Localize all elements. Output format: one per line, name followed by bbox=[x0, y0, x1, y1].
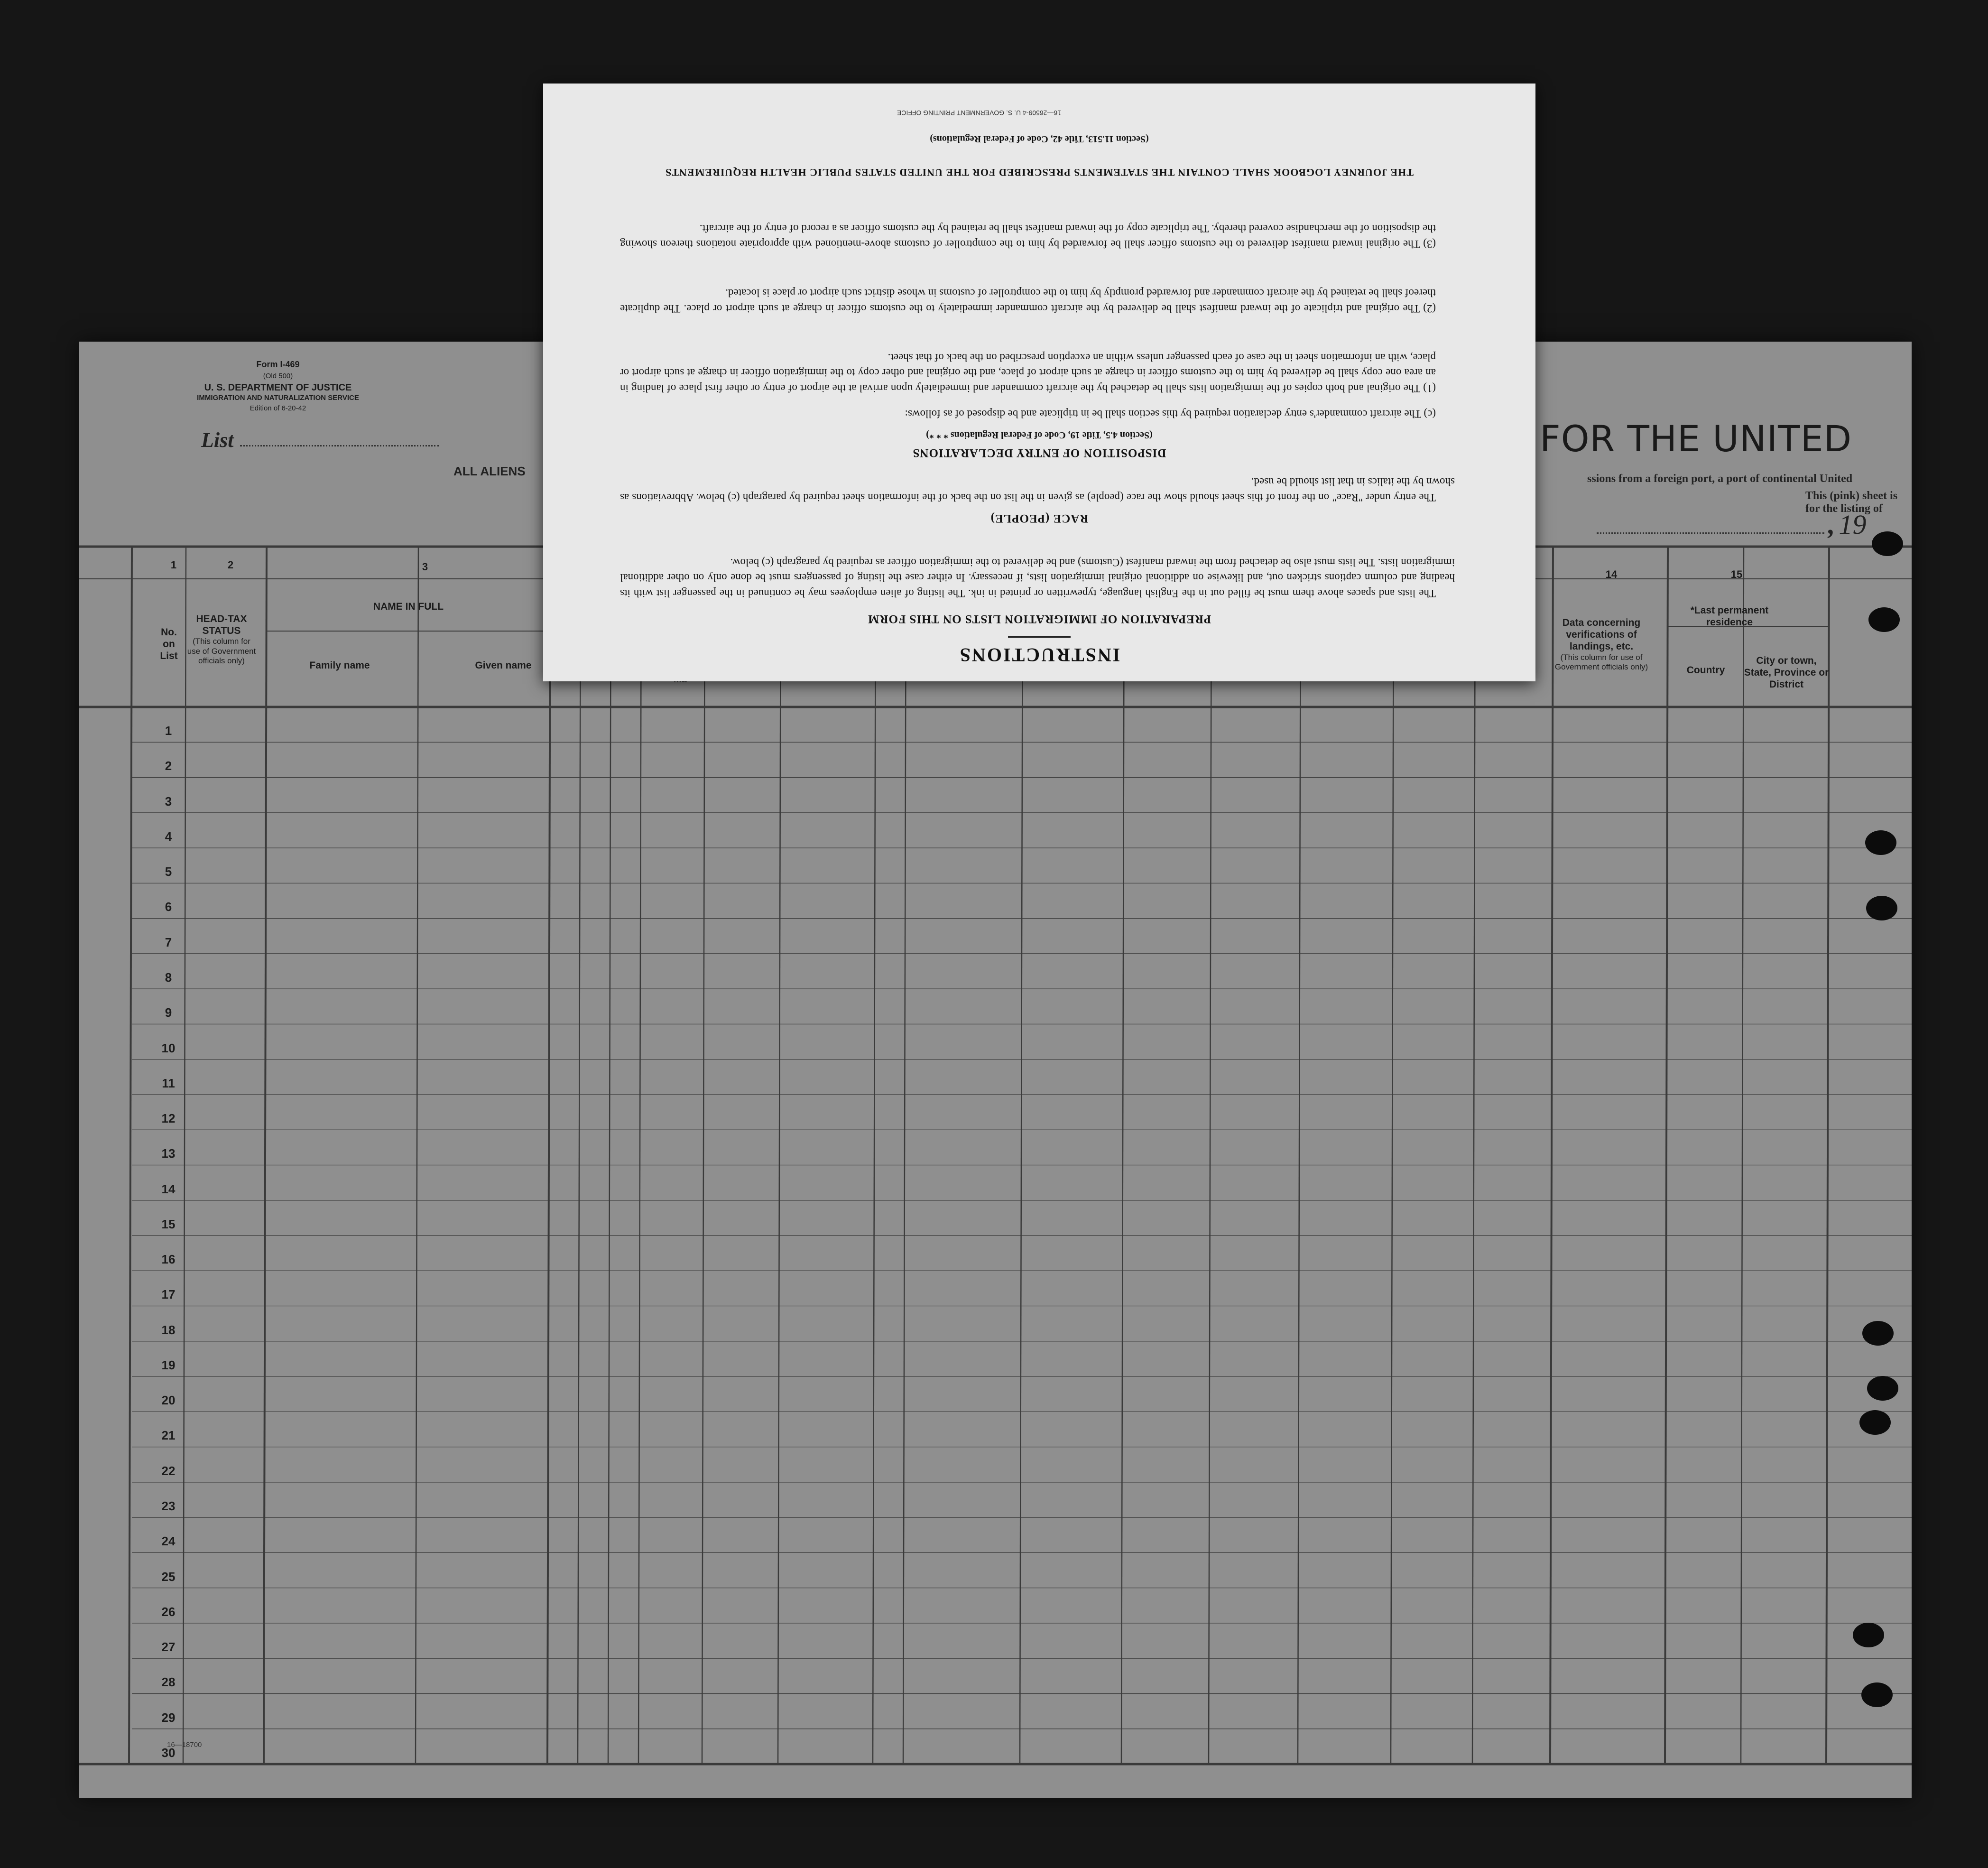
header-data-concerning bbox=[1554, 617, 1649, 672]
title-rule bbox=[1008, 636, 1071, 638]
form-print-code: 16—18700 bbox=[167, 1741, 202, 1749]
instruction-content-upside-down bbox=[543, 84, 1535, 681]
grid-line bbox=[1741, 547, 1744, 1764]
grid-line bbox=[547, 547, 550, 1764]
grid-line bbox=[1391, 547, 1394, 1764]
row-number: 30 bbox=[161, 1745, 176, 1760]
head-tax-status-label: HEAD-TAX STATUS bbox=[196, 613, 247, 637]
row-number: 17 bbox=[161, 1287, 176, 1302]
row-number: 1 bbox=[165, 724, 172, 738]
row-number: 3 bbox=[165, 794, 172, 809]
grid-line bbox=[702, 547, 705, 1764]
form-edition: Edition of 6-20-42 bbox=[250, 404, 306, 412]
form-number: Form I-469 bbox=[256, 360, 300, 369]
row-number: 20 bbox=[161, 1393, 176, 1408]
grid-line bbox=[1472, 547, 1475, 1764]
column-number-15: 15 bbox=[1730, 568, 1743, 580]
row-number: 12 bbox=[161, 1111, 176, 1126]
grid-line bbox=[903, 547, 906, 1764]
grid-line bbox=[778, 547, 781, 1764]
column-number-2: 2 bbox=[227, 559, 234, 571]
row-number: 27 bbox=[161, 1640, 176, 1654]
disposition-item-3: (3) The original inward manifest delivered to the customs officer shall be forwarded by him to the comptroller of customs above-mentioned with appropriate notations thereon showing the disposition of the merchandise covered thereby. The triplicate copy of the inward manifest shall be retained by the customs officer as a record of entry of the aircraft. bbox=[620, 223, 1436, 250]
row-number: 13 bbox=[161, 1146, 176, 1161]
preparation-heading: PREPARATION OF IMMIGRATION LISTS ON THIS FORM bbox=[867, 613, 1211, 625]
row-number: 23 bbox=[161, 1499, 176, 1513]
grid-line bbox=[873, 547, 876, 1764]
form-subtext-1: ssions from a foreign port, a port of continental United bbox=[1587, 473, 1853, 485]
column-number-14: 14 bbox=[1605, 568, 1618, 580]
instructions-title: INSTRUCTIONS bbox=[958, 644, 1120, 666]
row-number: 24 bbox=[161, 1534, 176, 1549]
row-number: 18 bbox=[161, 1322, 176, 1337]
header-family-name: Family name bbox=[309, 660, 370, 671]
list-label: List bbox=[201, 428, 234, 452]
column-number-1: 1 bbox=[170, 559, 177, 571]
head-tax-status-note: (This column for use of Government officials only) bbox=[187, 637, 256, 666]
grid-line bbox=[416, 547, 418, 1764]
row-number: 8 bbox=[165, 970, 172, 985]
year-value: 19 bbox=[1839, 509, 1867, 540]
grid-line bbox=[608, 547, 611, 1764]
grid-line bbox=[264, 547, 267, 1764]
grid-line bbox=[578, 547, 581, 1764]
instructions-print-code: 16—26509-4 U. S. GOVERNMENT PRINTING OFFICE bbox=[897, 109, 1061, 117]
grid-line bbox=[129, 547, 132, 1764]
punch-hole bbox=[1853, 1623, 1884, 1647]
header-given-name: Given name bbox=[475, 660, 532, 671]
disposition-item-1: (1) The original and both copies of the immigration lists shall be detached by the aircraft commander and immediately upon arrival at the airport of entry or other first place of landing in an area one copy shall be delivered by him to the customs officer in charge at such airport of place, and the original and other copy to the immigration officer in charge at such airport or place, with an information sheet in the case of each passenger unless within an exception prescribed on the back of that sheet. bbox=[620, 351, 1436, 394]
aliens-label: ALL ALIENS bbox=[453, 464, 526, 478]
grid-line bbox=[1121, 547, 1124, 1764]
disposition-c: (c) The aircraft commander's entry declaration required by this section shall be in triplicate and be disposed of as follows: bbox=[905, 408, 1436, 420]
grid-line bbox=[1826, 547, 1829, 1764]
row-number: 28 bbox=[161, 1675, 176, 1690]
punch-hole bbox=[1868, 607, 1900, 632]
punch-hole bbox=[1861, 1682, 1893, 1707]
punch-hole bbox=[1867, 1376, 1898, 1401]
disposition-item-2: (2) The original and triplicate of the inward manifest shall be delivered by the aircraft commander immediately to the customs officer in charge at such airport or place. The duplicate thereof shall be retained by the aircraft commander and forwarded promptly by him to the comptroller of customs in whose district such airport or place is located. bbox=[620, 287, 1436, 315]
column-number-3: 3 bbox=[422, 561, 428, 573]
data-concerning-note: (This column for use of Government officials only) bbox=[1554, 652, 1648, 671]
logbook-subheading: (Section 11.513, Title 42, Code of Federal Regulations) bbox=[930, 134, 1149, 144]
row-number: 14 bbox=[161, 1181, 176, 1196]
punch-hole bbox=[1862, 1321, 1894, 1346]
header-last-residence: *Last permanent residence bbox=[1690, 605, 1769, 628]
instruction-sheet bbox=[543, 84, 1535, 681]
row-number: 26 bbox=[161, 1604, 176, 1619]
punch-hole bbox=[1866, 896, 1897, 920]
header-country: Country bbox=[1686, 665, 1725, 676]
row-number: 2 bbox=[165, 759, 172, 773]
header-head-tax-status bbox=[186, 613, 257, 666]
disposition-heading: DISPOSITION OF ENTRY DECLARATIONS bbox=[912, 446, 1166, 459]
header-city: City or town, State, Province or District bbox=[1744, 655, 1829, 690]
grid-line bbox=[1020, 547, 1023, 1764]
row-number: 16 bbox=[161, 1252, 176, 1267]
header-name-in-full: NAME IN FULL bbox=[373, 601, 444, 612]
department-name: U. S. DEPARTMENT OF JUSTICE bbox=[204, 382, 352, 393]
preparation-text: The lists and spaces above them must be filled out in the English language, typewritten or printed in ink. The listing of alien employees may be continued in the passenger list with its heading and column captions stricken out, and likewise on additional original immigration lists, if necessary. In either case the listing of passengers must be done only on other additional immigration lists. The lists must also be detached from the inward manifest (Customs) and be delivered to the immigration officer as required by paragraph (c) below. bbox=[620, 556, 1455, 599]
grid-line bbox=[638, 547, 641, 1764]
grid-line bbox=[1550, 547, 1553, 1764]
row-number: 15 bbox=[161, 1217, 176, 1231]
row-number: 22 bbox=[161, 1463, 176, 1478]
row-number: 25 bbox=[161, 1569, 176, 1584]
punch-hole bbox=[1872, 531, 1903, 556]
grid-line bbox=[1298, 547, 1301, 1764]
row-number: 29 bbox=[161, 1710, 176, 1725]
form-subtext-2: This (pink) sheet is for the listing of bbox=[1805, 490, 1898, 515]
header-no-on-list: No. on List bbox=[160, 627, 178, 662]
row-number: 4 bbox=[165, 829, 172, 844]
form-title-fragment: FOR THE UNITED bbox=[1540, 418, 1852, 460]
row-number: 21 bbox=[161, 1428, 176, 1443]
disposition-subheading: (Section 4.5, Title 19, Code of Federal Regulations * * *) bbox=[926, 430, 1153, 440]
race-text: The entry under "Race" on the front of this sheet should show the race (people) as given in the list on the back of the information sheet required by paragraph (c) below. Abbreviations as shown by the italics in that list should be used. bbox=[620, 476, 1455, 503]
row-number: 10 bbox=[161, 1041, 176, 1055]
grid-line bbox=[1209, 547, 1211, 1764]
row-number: 9 bbox=[165, 1005, 172, 1020]
row-number: 7 bbox=[165, 935, 172, 949]
row-number: 6 bbox=[165, 900, 172, 914]
service-name: IMMIGRATION AND NATURALIZATION SERVICE bbox=[197, 394, 359, 402]
punch-hole bbox=[1865, 830, 1896, 855]
row-number: 19 bbox=[161, 1357, 176, 1372]
year-comma: , bbox=[1828, 509, 1835, 540]
row-number: 11 bbox=[162, 1076, 175, 1090]
punch-hole bbox=[1859, 1410, 1891, 1435]
logbook-heading: THE JOURNEY LOGBOOK SHALL CONTAIN THE STATEMENTS PRESCRIBED FOR THE UNITED STATES PUBLIC HEALTH REQUIREMENTS bbox=[665, 167, 1414, 178]
form-old-number: (Old 500) bbox=[263, 372, 293, 380]
grid-line bbox=[1665, 547, 1668, 1764]
race-heading: RACE (PEOPLE) bbox=[990, 512, 1089, 525]
data-concerning-label: Data concerning verifications of landings, etc. bbox=[1562, 617, 1641, 652]
row-number: 5 bbox=[165, 864, 172, 879]
